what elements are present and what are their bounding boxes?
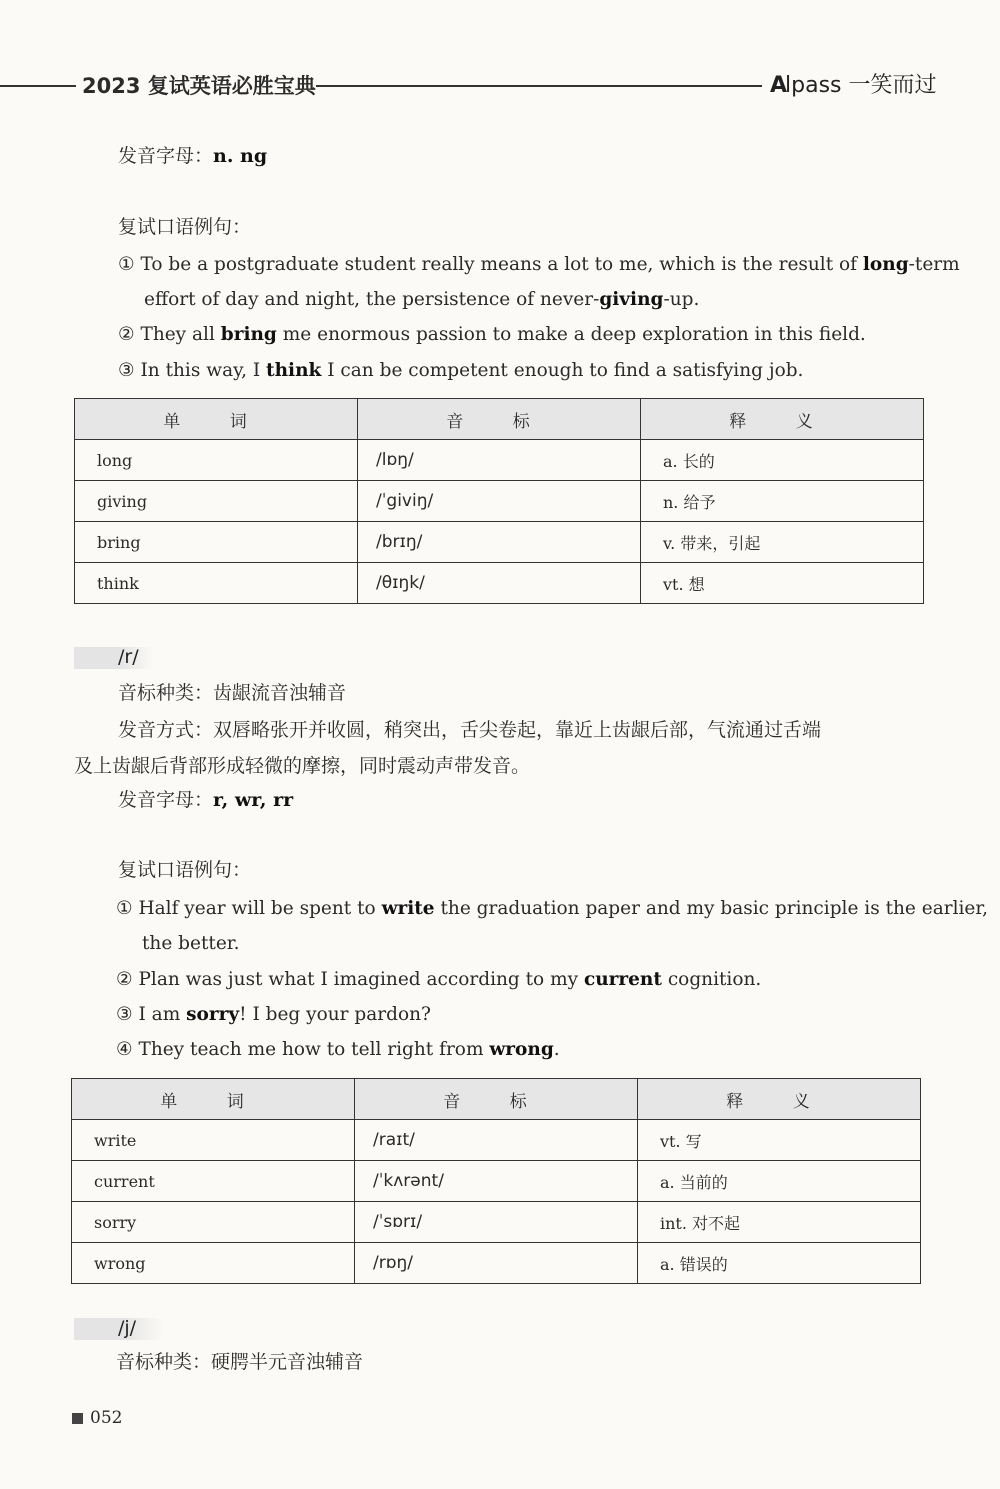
- col-header-ipa: 音 标: [358, 399, 641, 440]
- col-header-word: 单 词: [75, 399, 358, 440]
- brand-logo-icon: A: [770, 73, 786, 98]
- table-row: [72, 1202, 921, 1243]
- table-header-row: [75, 399, 924, 440]
- examples-label-r: 复试口语例句：: [118, 859, 252, 881]
- table-row: [72, 1120, 921, 1161]
- vocab-table-n: [74, 398, 924, 604]
- meaning-cell: a. 错误的: [638, 1243, 921, 1284]
- sentence-n-3: ③ In this way, I think I can be competent enough to find a satisfying job.: [118, 360, 804, 381]
- sentence-r-1-cont: the better.: [142, 933, 240, 954]
- sentence-r-1: ① Half year will be spent to write the graduation paper and my basic principle is the earlier,: [116, 898, 989, 919]
- word-cell: wrong: [72, 1243, 355, 1284]
- table-row: [75, 481, 924, 522]
- type-line-j: 音标种类：硬腭半元音浊辅音: [116, 1351, 364, 1373]
- col-header-word: 单 词: [72, 1079, 355, 1120]
- sentence-n-1: ① To be a postgraduate student really means a lot to me, which is the result of long-term: [118, 254, 960, 275]
- ipa-cell: /θɪŋk/: [358, 563, 641, 604]
- table-row: [72, 1161, 921, 1202]
- table-row: [75, 522, 924, 563]
- page-number-marker-icon: [72, 1413, 83, 1424]
- sentence-r-4: ④ They teach me how to tell right from wrong.: [116, 1039, 560, 1060]
- sentence-n-2: ② They all bring me enormous passion to make a deep exploration in this field.: [118, 324, 866, 345]
- method-line-r: 发音方式：双唇略张开并收圆，稍突出，舌尖卷起，靠近上齿龈后部，气流通过舌端: [118, 719, 822, 741]
- sentence-r-2: ② Plan was just what I imagined according to my current cognition.: [116, 969, 762, 990]
- vocab-table-r: [71, 1078, 921, 1284]
- col-header-meaning: 释 义: [641, 399, 924, 440]
- word-cell: sorry: [72, 1202, 355, 1243]
- table-row: [75, 440, 924, 481]
- word-cell: long: [75, 440, 358, 481]
- sentence-n-1-cont: effort of day and night, the persistence of never-giving-up.: [144, 289, 700, 310]
- ipa-cell: /rɒŋ/: [355, 1243, 638, 1284]
- col-header-meaning: 释 义: [638, 1079, 921, 1120]
- ipa-cell: /ˈkʌrənt/: [355, 1161, 638, 1202]
- meaning-cell: a. 当前的: [638, 1161, 921, 1202]
- word-cell: write: [72, 1120, 355, 1161]
- col-header-ipa: 音 标: [355, 1079, 638, 1120]
- meaning-cell: n. 给予: [641, 481, 924, 522]
- page-header: [0, 62, 1000, 106]
- letters-line-r: 发音字母：r, wr, rr: [118, 789, 294, 811]
- meaning-cell: v. 带来，引起: [641, 522, 924, 563]
- ipa-cell: /brɪŋ/: [358, 522, 641, 563]
- table-header-row: [72, 1079, 921, 1120]
- examples-label-n: 复试口语例句：: [118, 216, 252, 238]
- ipa-cell: /raɪt/: [355, 1120, 638, 1161]
- brand-logo: [770, 68, 937, 99]
- word-cell: current: [72, 1161, 355, 1202]
- meaning-cell: vt. 想: [641, 563, 924, 604]
- ipa-cell: /ˈgiviŋ/: [358, 481, 641, 522]
- book-title: 2023 复试英语必胜宝典: [82, 74, 316, 98]
- word-cell: think: [75, 563, 358, 604]
- type-line-r: 音标种类：齿龈流音浊辅音: [118, 682, 347, 704]
- meaning-cell: vt. 写: [638, 1120, 921, 1161]
- phoneme-heading-j: /j/: [74, 1318, 164, 1340]
- word-cell: bring: [75, 522, 358, 563]
- method-line-r-cont: 及上齿龈后背部形成轻微的摩擦，同时震动声带发音。: [74, 755, 531, 777]
- ipa-cell: /ˈsɒrɪ/: [355, 1202, 638, 1243]
- word-cell: giving: [75, 481, 358, 522]
- phoneme-heading-r: /r/: [74, 647, 154, 669]
- brand-name: lpass 一笑而过: [785, 73, 937, 98]
- table-row: [75, 563, 924, 604]
- letters-line-n: 发音字母：n. ng: [118, 145, 268, 167]
- table-row: [72, 1243, 921, 1284]
- sentence-r-3: ③ I am sorry! I beg your pardon?: [116, 1004, 431, 1025]
- header-rule-middle: [316, 85, 762, 87]
- ipa-cell: /lɒŋ/: [358, 440, 641, 481]
- header-rule-left: [0, 85, 76, 87]
- meaning-cell: a. 长的: [641, 440, 924, 481]
- meaning-cell: int. 对不起: [638, 1202, 921, 1243]
- page-number: 052: [72, 1408, 122, 1428]
